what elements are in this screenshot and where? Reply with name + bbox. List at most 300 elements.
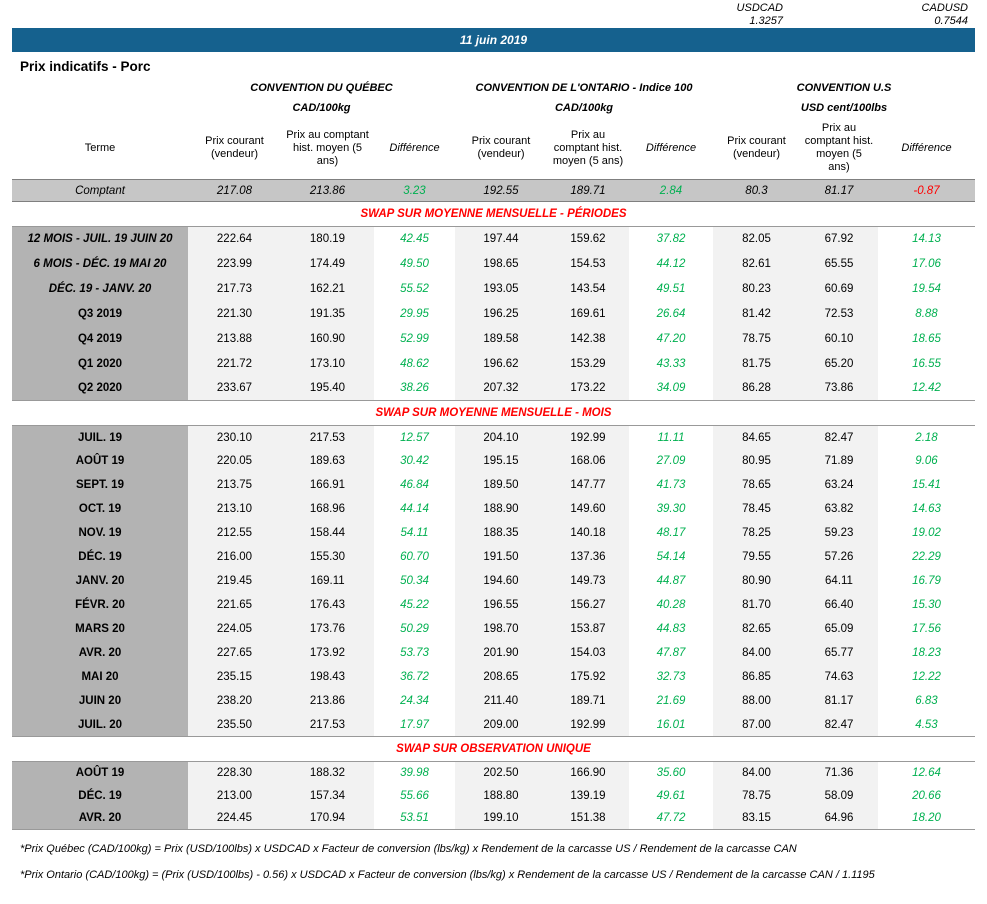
price-cell: 228.30 bbox=[188, 762, 281, 784]
row-terme: Q4 2019 bbox=[12, 326, 188, 351]
price-cell: 235.50 bbox=[188, 713, 281, 736]
row-terme: Q3 2019 bbox=[12, 301, 188, 326]
price-cell: 168.96 bbox=[281, 497, 374, 521]
diff-cell: 8.88 bbox=[878, 301, 975, 326]
price-cell: 223.99 bbox=[188, 251, 281, 276]
price-cell: 198.65 bbox=[455, 251, 547, 276]
diff-cell: 3.23 bbox=[403, 184, 426, 197]
table-row bbox=[12, 569, 975, 593]
price-cell: 208.65 bbox=[455, 665, 547, 689]
price-cell: 192.55 bbox=[483, 184, 519, 197]
price-cell: 188.32 bbox=[281, 762, 374, 784]
price-cell: 65.20 bbox=[800, 351, 878, 376]
diff-cell: 6.83 bbox=[878, 689, 975, 713]
table-row bbox=[12, 521, 975, 545]
price-cell: 84.65 bbox=[713, 426, 800, 449]
col-hist-us: Prix au comptant hist. moyen (5 ans) bbox=[804, 122, 874, 173]
diff-cell: 24.34 bbox=[374, 689, 455, 713]
price-cell: 224.45 bbox=[188, 807, 281, 829]
diff-cell: 17.97 bbox=[374, 713, 455, 736]
price-cell: 213.88 bbox=[188, 326, 281, 351]
table-row bbox=[12, 351, 975, 376]
diff-cell: 38.26 bbox=[374, 376, 455, 400]
row-terme: JUIN 20 bbox=[12, 689, 188, 713]
price-cell: 202.50 bbox=[455, 762, 547, 784]
table-row bbox=[12, 545, 975, 569]
price-cell: 230.10 bbox=[188, 426, 281, 449]
price-cell: 88.00 bbox=[713, 689, 800, 713]
diff-cell: 48.17 bbox=[629, 521, 713, 545]
price-cell: 169.11 bbox=[281, 569, 374, 593]
price-cell: 170.94 bbox=[281, 807, 374, 829]
price-cell: 81.75 bbox=[713, 351, 800, 376]
group-title-quebec: CONVENTION DU QUÉBEC bbox=[250, 82, 393, 94]
table-row bbox=[12, 784, 975, 807]
diff-cell: 36.72 bbox=[374, 665, 455, 689]
diff-cell: 14.13 bbox=[878, 227, 975, 251]
diff-cell: 4.53 bbox=[878, 713, 975, 736]
price-cell: 60.10 bbox=[800, 326, 878, 351]
comptant-row bbox=[12, 179, 975, 202]
row-terme: JUIL. 19 bbox=[12, 426, 188, 449]
unit-quebec: CAD/100kg bbox=[292, 102, 351, 114]
table-row bbox=[12, 617, 975, 641]
diff-cell: 44.12 bbox=[629, 251, 713, 276]
diff-cell: 43.33 bbox=[629, 351, 713, 376]
price-cell: 155.30 bbox=[281, 545, 374, 569]
price-cell: 198.70 bbox=[455, 617, 547, 641]
table-row bbox=[12, 251, 975, 276]
col-terme: Terme bbox=[84, 141, 116, 154]
diff-cell: 47.72 bbox=[629, 807, 713, 829]
unit-us: USD cent/100lbs bbox=[800, 102, 888, 114]
page-title: Prix indicatifs - Porc bbox=[20, 59, 151, 74]
diff-cell: 22.29 bbox=[878, 545, 975, 569]
row-terme: Comptant bbox=[75, 184, 125, 197]
price-cell: 201.90 bbox=[455, 641, 547, 665]
diff-cell: 46.84 bbox=[374, 473, 455, 497]
diff-cell: 16.55 bbox=[878, 351, 975, 376]
usdcad-rate bbox=[663, 2, 783, 28]
price-cell: 217.08 bbox=[216, 184, 253, 197]
price-cell: 81.17 bbox=[824, 184, 854, 197]
price-cell: 196.62 bbox=[455, 351, 547, 376]
price-cell: 191.35 bbox=[281, 301, 374, 326]
price-cell: 78.75 bbox=[713, 784, 800, 807]
price-cell: 84.00 bbox=[713, 762, 800, 784]
price-cell: 189.63 bbox=[281, 449, 374, 473]
price-cell: 191.50 bbox=[455, 545, 547, 569]
price-cell: 233.67 bbox=[188, 376, 281, 400]
diff-cell: 54.14 bbox=[629, 545, 713, 569]
price-cell: 147.77 bbox=[547, 473, 629, 497]
diff-cell: 35.60 bbox=[629, 762, 713, 784]
row-terme: AOÛT 19 bbox=[12, 449, 188, 473]
price-cell: 78.65 bbox=[713, 473, 800, 497]
table-row bbox=[12, 301, 975, 326]
diff-cell: 40.28 bbox=[629, 593, 713, 617]
diff-cell: 9.06 bbox=[878, 449, 975, 473]
price-cell: 166.91 bbox=[281, 473, 374, 497]
price-cell: 169.61 bbox=[547, 301, 629, 326]
price-cell: 211.40 bbox=[455, 689, 547, 713]
table-row bbox=[12, 425, 975, 449]
row-terme: AVR. 20 bbox=[12, 807, 188, 829]
price-cell: 196.55 bbox=[455, 593, 547, 617]
price-cell: 173.76 bbox=[281, 617, 374, 641]
price-cell: 65.55 bbox=[800, 251, 878, 276]
price-cell: 63.24 bbox=[800, 473, 878, 497]
price-cell: 168.06 bbox=[547, 449, 629, 473]
diff-cell: 12.64 bbox=[878, 762, 975, 784]
diff-cell: 17.56 bbox=[878, 617, 975, 641]
diff-cell: 29.95 bbox=[374, 301, 455, 326]
row-terme: AOÛT 19 bbox=[12, 762, 188, 784]
diff-cell: -0.87 bbox=[913, 184, 940, 197]
diff-cell: 60.70 bbox=[374, 545, 455, 569]
diff-cell: 47.87 bbox=[629, 641, 713, 665]
diff-cell: 49.50 bbox=[374, 251, 455, 276]
price-cell: 188.35 bbox=[455, 521, 547, 545]
price-cell: 71.89 bbox=[800, 449, 878, 473]
section-title: SWAP SUR OBSERVATION UNIQUE bbox=[396, 743, 591, 755]
table-row bbox=[12, 713, 975, 737]
price-cell: 82.65 bbox=[713, 617, 800, 641]
diff-cell: 18.20 bbox=[878, 807, 975, 829]
row-terme: Q1 2020 bbox=[12, 351, 188, 376]
diff-cell: 30.42 bbox=[374, 449, 455, 473]
table-row bbox=[12, 689, 975, 713]
price-cell: 156.27 bbox=[547, 593, 629, 617]
col-hist-qc: Prix au comptant hist. moyen (5 ans) bbox=[286, 128, 369, 167]
row-terme: Q2 2020 bbox=[12, 376, 188, 400]
price-cell: 149.60 bbox=[547, 497, 629, 521]
price-cell: 142.38 bbox=[547, 326, 629, 351]
price-cell: 209.00 bbox=[455, 713, 547, 736]
price-cell: 189.50 bbox=[455, 473, 547, 497]
footnote-quebec: *Prix Québec (CAD/100kg) = Prix (USD/100lbs) x USDCAD x Facteur de conversion (lbs/kg) x Rendement de la carcasse US / Rendement de la carcasse CAN bbox=[20, 843, 797, 855]
table-row bbox=[12, 593, 975, 617]
diff-cell: 39.98 bbox=[374, 762, 455, 784]
diff-cell: 37.82 bbox=[629, 227, 713, 251]
price-cell: 216.00 bbox=[188, 545, 281, 569]
table-row bbox=[12, 226, 975, 251]
price-cell: 220.05 bbox=[188, 449, 281, 473]
cadusd-value: 0.7544 bbox=[934, 15, 968, 27]
price-cell: 80.23 bbox=[713, 276, 800, 301]
price-cell: 82.61 bbox=[713, 251, 800, 276]
price-cell: 66.40 bbox=[800, 593, 878, 617]
table-row bbox=[12, 376, 975, 401]
diff-cell: 16.79 bbox=[878, 569, 975, 593]
row-terme: DÉC. 19 bbox=[12, 784, 188, 807]
table-row bbox=[12, 665, 975, 689]
price-cell: 221.30 bbox=[188, 301, 281, 326]
price-cell: 217.53 bbox=[281, 713, 374, 736]
row-terme: MARS 20 bbox=[12, 617, 188, 641]
price-cell: 197.44 bbox=[455, 227, 547, 251]
diff-cell: 19.54 bbox=[878, 276, 975, 301]
price-cell: 80.90 bbox=[713, 569, 800, 593]
price-cell: 57.26 bbox=[800, 545, 878, 569]
row-terme: 12 MOIS - JUIL. 19 JUIN 20 bbox=[12, 227, 188, 251]
price-cell: 83.15 bbox=[713, 807, 800, 829]
table-row bbox=[12, 807, 975, 830]
price-cell: 227.65 bbox=[188, 641, 281, 665]
date-banner: 11 juin 2019 bbox=[12, 28, 975, 52]
price-cell: 219.45 bbox=[188, 569, 281, 593]
price-cell: 159.62 bbox=[547, 227, 629, 251]
diff-cell: 52.99 bbox=[374, 326, 455, 351]
section-header-row bbox=[12, 737, 975, 761]
diff-cell: 12.42 bbox=[878, 376, 975, 400]
table-row bbox=[12, 641, 975, 665]
section-title: SWAP SUR MOYENNE MENSUELLE - MOIS bbox=[375, 407, 612, 419]
price-cell: 238.20 bbox=[188, 689, 281, 713]
price-cell: 140.18 bbox=[547, 521, 629, 545]
price-cell: 80.95 bbox=[713, 449, 800, 473]
price-cell: 153.87 bbox=[547, 617, 629, 641]
price-cell: 173.22 bbox=[547, 376, 629, 400]
diff-cell: 41.73 bbox=[629, 473, 713, 497]
price-cell: 192.99 bbox=[547, 713, 629, 736]
price-cell: 78.45 bbox=[713, 497, 800, 521]
table-row bbox=[12, 497, 975, 521]
diff-cell: 19.02 bbox=[878, 521, 975, 545]
usdcad-label: USDCAD bbox=[736, 2, 783, 14]
diff-cell: 2.18 bbox=[878, 426, 975, 449]
price-cell: 194.60 bbox=[455, 569, 547, 593]
price-cell: 207.32 bbox=[455, 376, 547, 400]
usdcad-value: 1.3257 bbox=[749, 15, 783, 27]
price-table bbox=[12, 77, 975, 830]
group-title-row bbox=[12, 77, 975, 99]
row-terme: 6 MOIS - DÉC. 19 MAI 20 bbox=[12, 251, 188, 276]
price-cell: 65.09 bbox=[800, 617, 878, 641]
price-cell: 189.71 bbox=[547, 689, 629, 713]
row-terme: DÉC. 19 - JANV. 20 bbox=[12, 276, 188, 301]
price-cell: 166.90 bbox=[547, 762, 629, 784]
price-cell: 87.00 bbox=[713, 713, 800, 736]
group-title-ontario: CONVENTION DE L'ONTARIO - Indice 100 bbox=[475, 82, 693, 94]
diff-cell: 55.52 bbox=[374, 276, 455, 301]
col-hist-on: Prix au comptant hist. moyen (5 ans) bbox=[552, 128, 624, 167]
diff-cell: 20.66 bbox=[878, 784, 975, 807]
diff-cell: 53.51 bbox=[374, 807, 455, 829]
row-terme: JANV. 20 bbox=[12, 569, 188, 593]
row-terme: OCT. 19 bbox=[12, 497, 188, 521]
price-cell: 204.10 bbox=[455, 426, 547, 449]
price-cell: 71.36 bbox=[800, 762, 878, 784]
diff-cell: 34.09 bbox=[629, 376, 713, 400]
row-terme: MAI 20 bbox=[12, 665, 188, 689]
price-cell: 64.96 bbox=[800, 807, 878, 829]
diff-cell: 27.09 bbox=[629, 449, 713, 473]
price-cell: 173.92 bbox=[281, 641, 374, 665]
col-diff-qc: Différence bbox=[389, 141, 440, 154]
price-cell: 72.53 bbox=[800, 301, 878, 326]
diff-cell: 18.65 bbox=[878, 326, 975, 351]
diff-cell: 49.51 bbox=[629, 276, 713, 301]
table-row bbox=[12, 761, 975, 784]
group-title-us: CONVENTION U.S bbox=[796, 82, 892, 94]
diff-cell: 2.84 bbox=[659, 184, 683, 197]
price-cell: 158.44 bbox=[281, 521, 374, 545]
price-cell: 59.23 bbox=[800, 521, 878, 545]
price-cell: 213.00 bbox=[188, 784, 281, 807]
price-cell: 60.69 bbox=[800, 276, 878, 301]
row-terme: SEPT. 19 bbox=[12, 473, 188, 497]
price-cell: 213.10 bbox=[188, 497, 281, 521]
diff-cell: 15.41 bbox=[878, 473, 975, 497]
price-cell: 86.85 bbox=[713, 665, 800, 689]
price-cell: 193.05 bbox=[455, 276, 547, 301]
price-cell: 78.25 bbox=[713, 521, 800, 545]
price-cell: 180.19 bbox=[281, 227, 374, 251]
price-cell: 78.75 bbox=[713, 326, 800, 351]
row-terme: NOV. 19 bbox=[12, 521, 188, 545]
diff-cell: 39.30 bbox=[629, 497, 713, 521]
price-cell: 139.19 bbox=[547, 784, 629, 807]
table-row bbox=[12, 449, 975, 473]
price-cell: 222.64 bbox=[188, 227, 281, 251]
price-cell: 162.21 bbox=[281, 276, 374, 301]
diff-cell: 16.01 bbox=[629, 713, 713, 736]
price-cell: 84.00 bbox=[713, 641, 800, 665]
price-cell: 58.09 bbox=[800, 784, 878, 807]
price-cell: 73.86 bbox=[800, 376, 878, 400]
unit-ontario: CAD/100kg bbox=[554, 102, 614, 114]
price-cell: 64.11 bbox=[800, 569, 878, 593]
diff-cell: 53.73 bbox=[374, 641, 455, 665]
diff-cell: 48.62 bbox=[374, 351, 455, 376]
price-cell: 81.70 bbox=[713, 593, 800, 617]
fx-rates bbox=[0, 0, 987, 28]
diff-cell: 17.06 bbox=[878, 251, 975, 276]
price-cell: 217.73 bbox=[188, 276, 281, 301]
price-cell: 67.92 bbox=[800, 227, 878, 251]
price-cell: 82.05 bbox=[713, 227, 800, 251]
row-terme: DÉC. 19 bbox=[12, 545, 188, 569]
price-cell: 188.80 bbox=[455, 784, 547, 807]
price-cell: 224.05 bbox=[188, 617, 281, 641]
column-header-row bbox=[12, 117, 975, 179]
diff-cell: 12.22 bbox=[878, 665, 975, 689]
price-cell: 79.55 bbox=[713, 545, 800, 569]
price-cell: 235.15 bbox=[188, 665, 281, 689]
unit-row bbox=[12, 99, 975, 117]
price-cell: 82.47 bbox=[800, 713, 878, 736]
diff-cell: 12.57 bbox=[374, 426, 455, 449]
price-cell: 86.28 bbox=[713, 376, 800, 400]
diff-cell: 47.20 bbox=[629, 326, 713, 351]
diff-cell: 14.63 bbox=[878, 497, 975, 521]
price-cell: 196.25 bbox=[455, 301, 547, 326]
cadusd-rate bbox=[848, 2, 968, 28]
price-cell: 173.10 bbox=[281, 351, 374, 376]
price-cell: 80.3 bbox=[745, 184, 768, 197]
diff-cell: 44.14 bbox=[374, 497, 455, 521]
price-cell: 74.63 bbox=[800, 665, 878, 689]
diff-cell: 32.73 bbox=[629, 665, 713, 689]
price-cell: 195.40 bbox=[281, 376, 374, 400]
diff-cell: 42.45 bbox=[374, 227, 455, 251]
price-cell: 143.54 bbox=[547, 276, 629, 301]
diff-cell: 54.11 bbox=[374, 521, 455, 545]
price-cell: 217.53 bbox=[281, 426, 374, 449]
diff-cell: 50.29 bbox=[374, 617, 455, 641]
price-cell: 149.73 bbox=[547, 569, 629, 593]
price-cell: 213.86 bbox=[309, 184, 346, 197]
cadusd-label: CADUSD bbox=[921, 2, 968, 14]
diff-cell: 26.64 bbox=[629, 301, 713, 326]
row-terme: AVR. 20 bbox=[12, 641, 188, 665]
price-cell: 213.75 bbox=[188, 473, 281, 497]
footnote-ontario: *Prix Ontario (CAD/100kg) = (Prix (USD/100lbs) - 0.56) x USDCAD x Facteur de conversion (lbs/kg) x Rendement de la carcasse US / Rendement de la carcasse CAN / 1.1195 bbox=[20, 869, 875, 881]
col-current-qc: Prix courant (vendeur) bbox=[205, 135, 264, 160]
price-cell: 151.38 bbox=[547, 807, 629, 829]
row-terme: JUIL. 20 bbox=[12, 713, 188, 736]
price-cell: 153.29 bbox=[547, 351, 629, 376]
price-cell: 176.43 bbox=[281, 593, 374, 617]
diff-cell: 55.66 bbox=[374, 784, 455, 807]
price-cell: 63.82 bbox=[800, 497, 878, 521]
price-cell: 82.47 bbox=[800, 426, 878, 449]
diff-cell: 45.22 bbox=[374, 593, 455, 617]
diff-cell: 50.34 bbox=[374, 569, 455, 593]
footnotes bbox=[20, 843, 987, 881]
price-cell: 213.86 bbox=[281, 689, 374, 713]
price-cell: 154.53 bbox=[547, 251, 629, 276]
section-header-row bbox=[12, 401, 975, 425]
table-row bbox=[12, 276, 975, 301]
price-cell: 198.43 bbox=[281, 665, 374, 689]
section-title: SWAP SUR MOYENNE MENSUELLE - PÉRIODES bbox=[360, 208, 627, 220]
price-cell: 212.55 bbox=[188, 521, 281, 545]
col-current-us: Prix courant (vendeur) bbox=[727, 135, 786, 160]
table-row bbox=[12, 326, 975, 351]
diff-cell: 49.61 bbox=[629, 784, 713, 807]
price-cell: 195.15 bbox=[455, 449, 547, 473]
price-cell: 81.42 bbox=[713, 301, 800, 326]
price-cell: 137.36 bbox=[547, 545, 629, 569]
price-cell: 175.92 bbox=[547, 665, 629, 689]
price-cell: 189.58 bbox=[455, 326, 547, 351]
price-cell: 192.99 bbox=[547, 426, 629, 449]
col-diff-us: Différence bbox=[901, 141, 952, 154]
price-cell: 157.34 bbox=[281, 784, 374, 807]
price-cell: 160.90 bbox=[281, 326, 374, 351]
table-row bbox=[12, 473, 975, 497]
col-diff-on: Différence bbox=[645, 141, 697, 154]
diff-cell: 21.69 bbox=[629, 689, 713, 713]
diff-cell: 44.83 bbox=[629, 617, 713, 641]
section-header-row bbox=[12, 202, 975, 226]
diff-cell: 11.11 bbox=[629, 426, 713, 449]
price-cell: 65.77 bbox=[800, 641, 878, 665]
price-cell: 154.03 bbox=[547, 641, 629, 665]
diff-cell: 44.87 bbox=[629, 569, 713, 593]
diff-cell: 15.30 bbox=[878, 593, 975, 617]
diff-cell: 18.23 bbox=[878, 641, 975, 665]
price-cell: 221.65 bbox=[188, 593, 281, 617]
price-cell: 221.72 bbox=[188, 351, 281, 376]
col-current-on: Prix courant (vendeur) bbox=[471, 135, 531, 160]
row-terme: FÉVR. 20 bbox=[12, 593, 188, 617]
price-cell: 188.90 bbox=[455, 497, 547, 521]
price-cell: 174.49 bbox=[281, 251, 374, 276]
price-cell: 199.10 bbox=[455, 807, 547, 829]
